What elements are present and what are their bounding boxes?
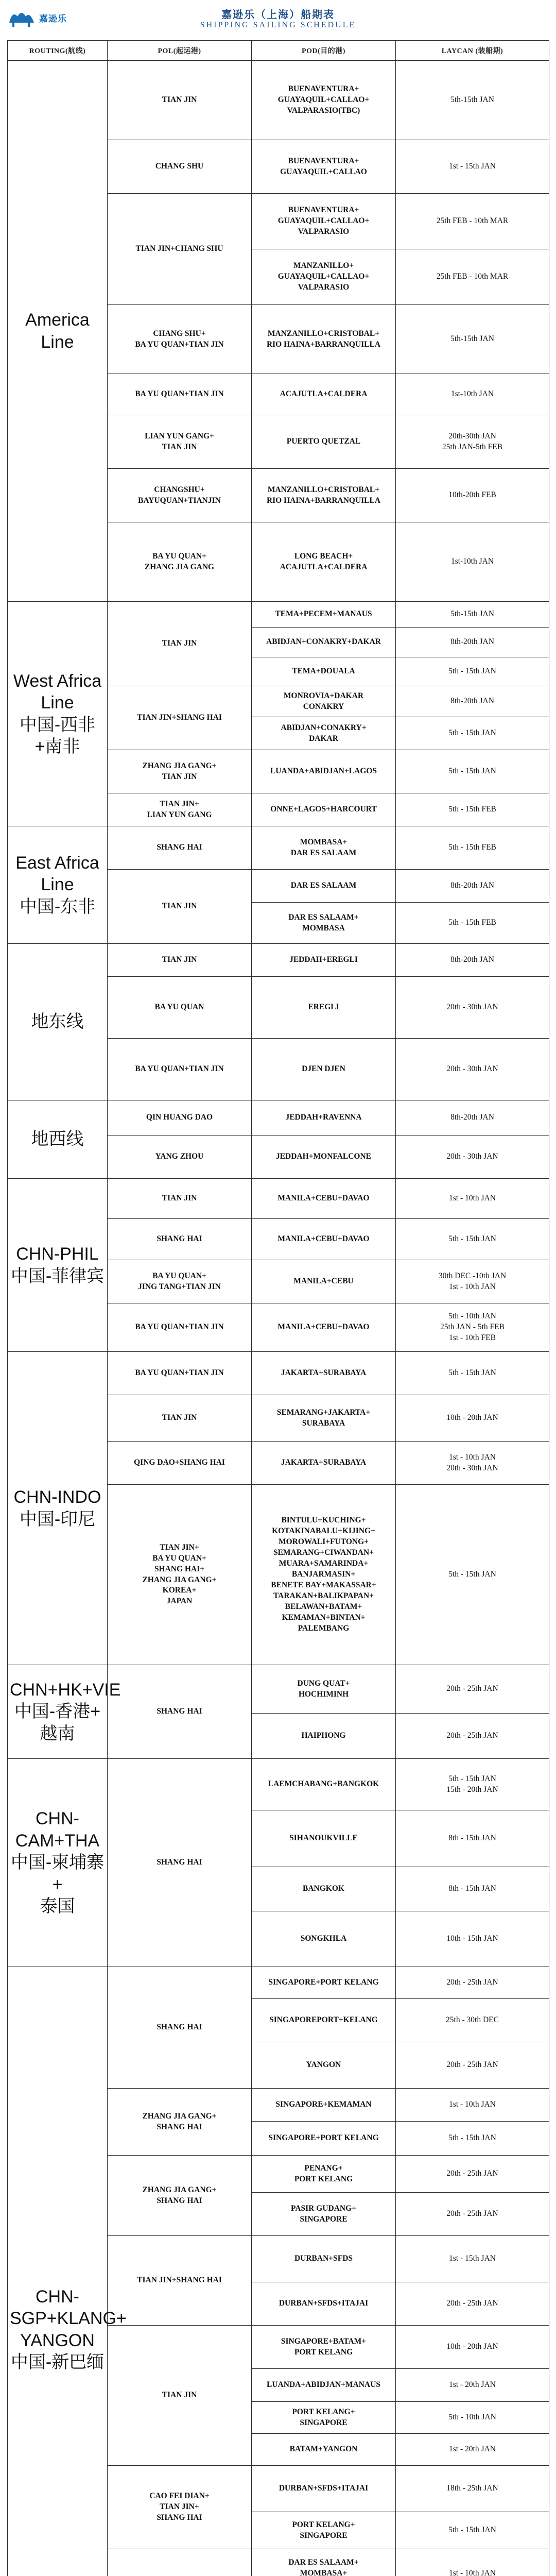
pol-cell: CAO FEI DIAN+ TIAN JIN+ SHANG HAI xyxy=(108,2466,252,2549)
pod-cell: DURBAN+SFDS xyxy=(252,2236,396,2282)
pol-cell: SHANG HAI xyxy=(108,1967,252,2089)
laycan-cell: 1st - 10th JAN xyxy=(396,2089,549,2122)
route-label: CHN- SGP+KLANG+ YANGON 中国-新巴缅 xyxy=(10,2286,127,2372)
route-cell xyxy=(8,61,108,602)
laycan-cell: 30th DEC -10th JAN 1st - 10th JAN xyxy=(396,1260,549,1303)
column-header-pod: POD(目的港) xyxy=(252,41,396,61)
pod-cell: LONG BEACH+ ACAJUTLA+CALDERA xyxy=(252,522,396,602)
laycan-cell: 8th - 15th JAN xyxy=(396,1810,549,1867)
pol-cell: CHANGSHU+ BAYUQUAN+TIANJIN xyxy=(108,469,252,522)
laycan-cell: 1st - 20th JAN xyxy=(396,2369,549,2402)
laycan-cell: 1st - 10th JAN 20th - 30th JAN xyxy=(396,1442,549,1485)
pol-cell: ZHANG JIA GANG+ TIAN JIN xyxy=(108,750,252,793)
pod-cell: JAKARTA+SURABAYA xyxy=(252,1352,396,1395)
pol-cell: QIN HUANG DAO xyxy=(108,1100,252,1136)
pod-cell: JEDDAH+EREGLI xyxy=(252,944,396,977)
laycan-cell: 10th - 15th JAN xyxy=(396,1911,549,1967)
laycan-cell: 8th-20th JAN xyxy=(396,870,549,903)
pod-cell: BUENAVENTURA+ GUAYAQUIL+CALLAO+ VALPARASIO(TBC) xyxy=(252,61,396,140)
laycan-cell: 5th - 15th JAN xyxy=(396,750,549,793)
laycan-cell: 25th FEB - 10th MAR xyxy=(396,249,549,305)
pod-cell: BANGKOK xyxy=(252,1867,396,1911)
pol-cell: TIAN JIN xyxy=(108,1179,252,1219)
route-cell xyxy=(8,826,108,944)
pod-cell: MANILA+CEBU+DAVAO xyxy=(252,1303,396,1352)
pol-cell: TIAN JIN xyxy=(108,1395,252,1442)
laycan-cell: 5th - 15th JAN 15th - 20th JAN xyxy=(396,1759,549,1810)
pod-cell: TEMA+DOUALA xyxy=(252,657,396,686)
laycan-cell: 10th-20th FEB xyxy=(396,469,549,522)
laycan-cell: 1st-10th JAN xyxy=(396,522,549,602)
pod-cell: BUENAVENTURA+ GUAYAQUIL+CALLAO+ VALPARASIO xyxy=(252,194,396,249)
logo-text: 嘉逊乐 xyxy=(39,13,67,24)
page-header xyxy=(0,0,556,40)
route-label: CHN+HK+VIE 中国-香港+ 越南 xyxy=(10,1680,121,1743)
pol-cell: TIAN JIN+CHANG SHU xyxy=(108,194,252,305)
laycan-cell: 5th - 15th JAN xyxy=(396,1352,549,1395)
table-row xyxy=(8,602,549,628)
laycan-cell: 5th - 15th JAN xyxy=(396,1219,549,1260)
route-cell xyxy=(8,602,108,826)
pol-cell: TIAN JIN xyxy=(108,2326,252,2466)
schedule-body xyxy=(8,61,549,2576)
pod-cell: MANILA+CEBU+DAVAO xyxy=(252,1219,396,1260)
laycan-cell: 1st - 10th JAN xyxy=(396,1179,549,1219)
laycan-cell: 20th - 25th JAN xyxy=(396,2193,549,2236)
pod-cell: DURBAN+SFDS+ITAJAI xyxy=(252,2282,396,2326)
route-cell xyxy=(8,1179,108,1352)
table-row xyxy=(8,944,549,977)
pol-cell: BA YU QUAN+TIAN JIN xyxy=(108,374,252,415)
laycan-cell: 5th - 15th JAN xyxy=(396,2512,549,2549)
laycan-cell: 8th - 15th JAN xyxy=(396,1867,549,1911)
page-subtitle: SHIPPING SAILING SCHEDULE xyxy=(200,21,356,29)
pol-cell: TIAN JIN+SHANG HAI xyxy=(108,686,252,750)
laycan-cell: 20th - 25th JAN xyxy=(396,1665,549,1714)
pod-cell: ABIDJAN+CONAKRY+ DAKAR xyxy=(252,717,396,750)
route-label: America Line xyxy=(25,310,90,352)
pol-cell: SHANG HAI xyxy=(108,1219,252,1260)
table-row xyxy=(8,61,549,140)
route-cell xyxy=(8,944,108,1100)
laycan-cell: 8th-20th JAN xyxy=(396,686,549,717)
pol-cell: TIAN JIN xyxy=(108,944,252,977)
pod-cell: PASIR GUDANG+ SINGAPORE xyxy=(252,2193,396,2236)
pol-cell: TIAN JIN xyxy=(108,61,252,140)
laycan-cell: 8th-20th JAN xyxy=(396,628,549,657)
pol-cell: SHANG HAI xyxy=(108,826,252,870)
pol-cell: ZHANG JIA GANG+ SHANG HAI xyxy=(108,2156,252,2236)
schedule-table xyxy=(7,40,549,2576)
laycan-cell: 20th - 30th JAN xyxy=(396,1039,549,1100)
pod-cell: JEDDAH+RAVENNA xyxy=(252,1100,396,1136)
laycan-cell: 10th - 20th JAN xyxy=(396,2326,549,2369)
pol-cell: TIAN JIN+SHANG HAI xyxy=(108,2236,252,2326)
laycan-cell: 5th - 15th JAN xyxy=(396,1485,549,1665)
route-cell xyxy=(8,1759,108,1967)
pod-cell: DJEN DJEN xyxy=(252,1039,396,1100)
laycan-cell: 1st-10th JAN xyxy=(396,374,549,415)
pol-cell: SHANG HAI xyxy=(108,1665,252,1759)
pod-cell: TEMA+PECEM+MANAUS xyxy=(252,602,396,628)
route-label: West Africa Line 中国-西非+南非 xyxy=(13,671,102,756)
laycan-cell: 5th - 15th JAN xyxy=(396,657,549,686)
pol-cell: QING DAO+SHANG HAI xyxy=(108,1442,252,1485)
pod-cell: JEDDAH+MONFALCONE xyxy=(252,1136,396,1179)
pol-cell xyxy=(108,2549,252,2576)
pod-cell: ABIDJAN+CONAKRY+DAKAR xyxy=(252,628,396,657)
laycan-cell: 5th - 10th JAN 25th JAN - 5th FEB 1st - 10th FEB xyxy=(396,1303,549,1352)
pod-cell: DAR ES SALAAM+ MOMBASA+ xyxy=(252,2549,396,2576)
pod-cell: MANZANILLO+ GUAYAQUIL+CALLAO+ VALPARASIO xyxy=(252,249,396,305)
laycan-cell: 1st - 10th JAN xyxy=(396,2549,549,2576)
laycan-cell: 5th - 15th JAN xyxy=(396,717,549,750)
route-label: 地西线 xyxy=(31,1129,84,1149)
pod-cell: PUERTO QUETZAL xyxy=(252,415,396,469)
pol-cell: SHANG HAI xyxy=(108,1759,252,1967)
table-header-row xyxy=(8,41,549,61)
column-header-laycan: LAYCAN (装船期) xyxy=(396,41,549,61)
table-row xyxy=(8,1352,549,1395)
table-row xyxy=(8,1759,549,1810)
laycan-cell: 1st - 20th JAN xyxy=(396,2434,549,2466)
pod-cell: HAIPHONG xyxy=(252,1714,396,1759)
laycan-cell: 20th - 25th JAN xyxy=(396,1714,549,1759)
laycan-cell: 20th - 25th JAN xyxy=(396,2042,549,2089)
pol-cell: BA YU QUAN+ JING TANG+TIAN JIN xyxy=(108,1260,252,1303)
laycan-cell: 5th - 10th JAN xyxy=(396,2402,549,2434)
pod-cell: SIHANOUKVILLE xyxy=(252,1810,396,1867)
pol-cell: CHANG SHU xyxy=(108,140,252,194)
pol-cell: LIAN YUN GANG+ TIAN JIN xyxy=(108,415,252,469)
table-row xyxy=(8,1967,549,1999)
route-label: East Africa Line 中国-东非 xyxy=(15,853,99,917)
laycan-cell: 5th-15th JAN xyxy=(396,305,549,374)
pod-cell: SINGAPORE+PORT KELANG xyxy=(252,2122,396,2156)
laycan-cell: 25th FEB - 10th MAR xyxy=(396,194,549,249)
pod-cell: YANGON xyxy=(252,2042,396,2089)
pod-cell: BATAM+YANGON xyxy=(252,2434,396,2466)
pod-cell: PORT KELANG+ SINGAPORE xyxy=(252,2512,396,2549)
laycan-cell: 8th-20th JAN xyxy=(396,944,549,977)
pod-cell: SINGAPOREPORT+KELANG xyxy=(252,1999,396,2042)
route-cell xyxy=(8,1352,108,1665)
pol-cell: BA YU QUAN+TIAN JIN xyxy=(108,1039,252,1100)
pod-cell: LAEMCHABANG+BANGKOK xyxy=(252,1759,396,1810)
pol-cell: TIAN JIN xyxy=(108,602,252,686)
pod-cell: MANILA+CEBU xyxy=(252,1260,396,1303)
laycan-cell: 5th-15th JAN xyxy=(396,61,549,140)
pod-cell: ONNE+LAGOS+HARCOURT xyxy=(252,793,396,826)
table-row xyxy=(8,1179,549,1219)
laycan-cell: 1st - 15th JAN xyxy=(396,140,549,194)
laycan-cell: 5th - 15th FEB xyxy=(396,903,549,944)
page-title: 嘉逊乐（上海）船期表 xyxy=(221,9,335,21)
pod-cell: SINGAPORE+KEMAMAN xyxy=(252,2089,396,2122)
route-label: CHN- CAM+THA 中国-柬埔寨+ 泰国 xyxy=(10,1809,105,1917)
pod-cell: BUENAVENTURA+ GUAYAQUIL+CALLAO xyxy=(252,140,396,194)
pod-cell: SEMARANG+JAKARTA+ SURABAYA xyxy=(252,1395,396,1442)
pod-cell: MOMBASA+ DAR ES SALAAM xyxy=(252,826,396,870)
table-row xyxy=(8,1100,549,1136)
pod-cell: MONROVIA+DAKAR CONAKRY xyxy=(252,686,396,717)
laycan-cell: 25th - 30th DEC xyxy=(396,1999,549,2042)
route-cell xyxy=(8,1967,127,2576)
laycan-cell: 10th - 20th JAN xyxy=(396,1395,549,1442)
pod-cell: LUANDA+ABIDJAN+LAGOS xyxy=(252,750,396,793)
route-label: CHN-INDO 中国-印尼 xyxy=(13,1487,101,1529)
pod-cell: SONGKHLA xyxy=(252,1911,396,1967)
laycan-cell: 8th-20th JAN xyxy=(396,1100,549,1136)
route-cell xyxy=(8,1665,121,1759)
pod-cell: ACAJUTLA+CALDERA xyxy=(252,374,396,415)
pod-cell: DAR ES SALAAM xyxy=(252,870,396,903)
route-label: CHN-PHIL 中国-菲律宾 xyxy=(10,1244,105,1286)
table-row xyxy=(8,826,549,870)
table-row xyxy=(8,1665,549,1714)
pol-cell: BA YU QUAN+ ZHANG JIA GANG xyxy=(108,522,252,602)
laycan-cell: 20th - 30th JAN xyxy=(396,977,549,1039)
laycan-cell: 20th-30th JAN 25th JAN-5th FEB xyxy=(396,415,549,469)
laycan-cell: 20th - 30th JAN xyxy=(396,1136,549,1179)
laycan-cell: 5th - 15th JAN xyxy=(396,2122,549,2156)
pod-cell: PENANG+ PORT KELANG xyxy=(252,2156,396,2193)
pod-cell: BINTULU+KUCHING+ KOTAKINABALU+KIJING+ MOROWALI+FUTONG+ SEMARANG+CIWANDAN+ MUARA+SAMARINDA+ BANJARMASIN+ BENETE BAY+MAKASSAR+ TARAKAN+BALIKPAPAN+ BELAWAN+BATAM+ KEMAMAN+BINTAN+ PALEMBANG xyxy=(252,1485,396,1665)
pod-cell: MANZANILLO+CRISTOBAL+ RIO HAINA+BARRANQUILLA xyxy=(252,469,396,522)
pol-cell: YANG ZHOU xyxy=(108,1136,252,1179)
pol-cell: TIAN JIN+ BA YU QUAN+ SHANG HAI+ ZHANG JIA GANG+ KOREA+ JAPAN xyxy=(108,1485,252,1665)
laycan-cell: 5th-15th JAN xyxy=(396,602,549,628)
laycan-cell: 20th - 25th JAN xyxy=(396,2282,549,2326)
laycan-cell: 20th - 25th JAN xyxy=(396,1967,549,1999)
laycan-cell: 20th - 25th JAN xyxy=(396,2156,549,2193)
pod-cell: DURBAN+SFDS+ITAJAI xyxy=(252,2466,396,2512)
laycan-cell: 5th - 15th FEB xyxy=(396,826,549,870)
laycan-cell: 5th - 15th FEB xyxy=(396,793,549,826)
route-label: 地东线 xyxy=(31,1012,84,1032)
pod-cell: EREGLI xyxy=(252,977,396,1039)
pod-cell: JAKARTA+SURABAYA xyxy=(252,1442,396,1485)
laycan-cell: 18th - 25th JAN xyxy=(396,2466,549,2512)
pod-cell: DUNG QUAT+ HOCHIMINH xyxy=(252,1665,396,1714)
pod-cell: LUANDA+ABIDJAN+MANAUS xyxy=(252,2369,396,2402)
pod-cell: SINGAPORE+PORT KELANG xyxy=(252,1967,396,1999)
pol-cell: ZHANG JIA GANG+ SHANG HAI xyxy=(108,2089,252,2156)
pol-cell: CHANG SHU+ BA YU QUAN+TIAN JIN xyxy=(108,305,252,374)
pol-cell: TIAN JIN+ LIAN YUN GANG xyxy=(108,793,252,826)
column-header-routing: ROUTING(航线) xyxy=(8,41,108,61)
pol-cell: BA YU QUAN+TIAN JIN xyxy=(108,1352,252,1395)
pod-cell: SINGAPORE+BATAM+ PORT KELANG xyxy=(252,2326,396,2369)
laycan-cell: 1st - 15th JAN xyxy=(396,2236,549,2282)
column-header-pol: POL(起运港) xyxy=(108,41,252,61)
pol-cell: BA YU QUAN+TIAN JIN xyxy=(108,1303,252,1352)
pod-cell: PORT KELANG+ SINGAPORE xyxy=(252,2402,396,2434)
pol-cell: BA YU QUAN xyxy=(108,977,252,1039)
pol-cell: TIAN JIN xyxy=(108,870,252,944)
route-cell xyxy=(8,1100,108,1179)
pod-cell: MANZANILLO+CRISTOBAL+ RIO HAINA+BARRANQUILLA xyxy=(252,305,396,374)
pod-cell: MANILA+CEBU+DAVAO xyxy=(252,1179,396,1219)
pod-cell: DAR ES SALAAM+ MOMBASA xyxy=(252,903,396,944)
